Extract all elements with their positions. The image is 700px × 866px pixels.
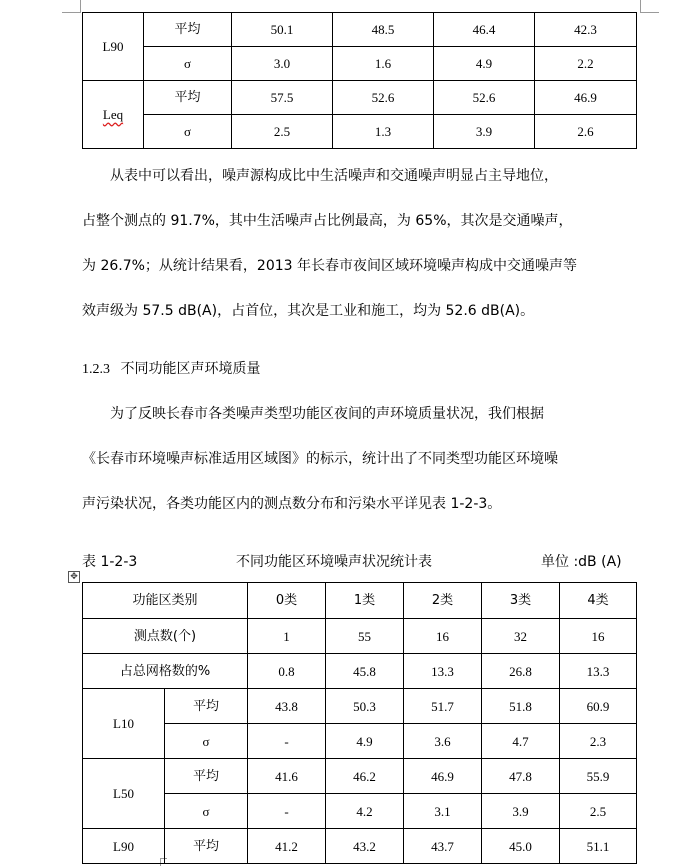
body-paragraph-line: 占整个测点的 91.7%，其中生活噪声占比例最高，为 65%，其次是交通噪声， <box>82 213 573 229</box>
column-header: 2类 <box>404 583 482 619</box>
body-paragraph-line: 声污染状况，各类功能区内的测点数分布和污染水平详见表 1-2-3。 <box>82 496 502 512</box>
body-paragraph-line: 从表中可以看出，噪声源构成比中生活噪声和交通噪声明显占主导地位， <box>110 168 558 184</box>
table-cell: 1 <box>248 619 326 654</box>
table-caption-unit: 单位 :dB (A) <box>541 554 622 570</box>
body-paragraph-line: 效声级为 57.5 dB(A)，占首位，其次是工业和施工，均为 52.6 dB(A)。 <box>82 303 535 319</box>
section-heading <box>82 358 260 381</box>
table-row <box>83 829 637 864</box>
table-row <box>83 619 637 654</box>
table-row <box>83 47 637 81</box>
row-group-label-cell <box>83 81 144 149</box>
table-cell: 13.3 <box>404 654 482 689</box>
row-group-label: Leq <box>102 106 124 122</box>
table-cell: 43.2 <box>326 829 404 864</box>
text-boundary-mark-top-left <box>62 0 81 13</box>
table-cell: 43.7 <box>404 829 482 864</box>
section-number: 1.2.3 <box>82 362 110 377</box>
table-cell: 2.3 <box>560 724 637 759</box>
table-cell: 46.9 <box>535 81 637 115</box>
table-cell: 55.9 <box>560 759 637 794</box>
table-cell: 32 <box>482 619 560 654</box>
table-cell: 51.8 <box>482 689 560 724</box>
table-cell: 3.0 <box>232 47 333 81</box>
table-cell: 2.2 <box>535 47 637 81</box>
table-cell: 1.3 <box>333 115 434 149</box>
table-cell: 46.2 <box>326 759 404 794</box>
table-cell: 48.5 <box>333 13 434 47</box>
stat-label: σ <box>144 115 232 149</box>
table-cell: 51.7 <box>404 689 482 724</box>
table-cell: 46.9 <box>404 759 482 794</box>
table-cell: 2.5 <box>560 794 637 829</box>
table-cell: 16 <box>404 619 482 654</box>
table-cell: 50.3 <box>326 689 404 724</box>
table-cell: 4.7 <box>482 724 560 759</box>
table-caption-title: 不同功能区环境噪声状况统计表 <box>236 554 432 570</box>
column-header: 功能区类别 <box>83 583 248 619</box>
table-cell: 4.9 <box>434 47 535 81</box>
functional-zone-noise-table <box>82 582 637 864</box>
table-row <box>83 689 637 724</box>
column-header: 4类 <box>560 583 637 619</box>
row-group-label: L10 <box>83 689 165 759</box>
row-label: 占总网格数的% <box>83 654 248 689</box>
table-cell: 55 <box>326 619 404 654</box>
table-header-row <box>83 583 637 619</box>
table-cell: 4.2 <box>326 794 404 829</box>
stat-label: σ <box>165 724 248 759</box>
table-cell: 51.1 <box>560 829 637 864</box>
table-row <box>83 13 637 47</box>
table-cell: 4.9 <box>326 724 404 759</box>
table-cell: 3.9 <box>434 115 535 149</box>
table-cell: 45.0 <box>482 829 560 864</box>
table-caption-label: 表 1-2-3 <box>82 554 138 570</box>
body-paragraph-line: 《长春市环境噪声标准适用区域图》的标示，统计出了不同类型功能区环境噪 <box>82 451 558 467</box>
column-header: 0类 <box>248 583 326 619</box>
table-cell: 52.6 <box>333 81 434 115</box>
table-cell: 45.8 <box>326 654 404 689</box>
row-group-label: L50 <box>83 759 165 829</box>
table-cell: 2.6 <box>535 115 637 149</box>
table-cell: 13.3 <box>560 654 637 689</box>
top-noise-table <box>82 12 637 149</box>
table-row <box>83 115 637 149</box>
table-row <box>83 759 637 794</box>
table-cell: 41.6 <box>248 759 326 794</box>
stat-label: 平均 <box>165 759 248 794</box>
table-cell: 1.6 <box>333 47 434 81</box>
column-header: 1类 <box>326 583 404 619</box>
row-group-label: L90 <box>83 829 165 864</box>
stat-label: 平均 <box>144 81 232 115</box>
table-cell: 42.3 <box>535 13 637 47</box>
table-cell: 0.8 <box>248 654 326 689</box>
table-cell: 47.8 <box>482 759 560 794</box>
table-cell: 3.1 <box>404 794 482 829</box>
table-row <box>83 81 637 115</box>
row-label: 测点数(个) <box>83 619 248 654</box>
table-row <box>83 724 637 759</box>
table-cell: 52.6 <box>434 81 535 115</box>
stat-label: 平均 <box>165 829 248 864</box>
table-cell: - <box>248 724 326 759</box>
stat-label: 平均 <box>144 13 232 47</box>
table-cell: 3.6 <box>404 724 482 759</box>
section-title: 不同功能区声环境质量 <box>120 361 261 377</box>
table-cell: 41.2 <box>248 829 326 864</box>
table-row <box>83 794 637 829</box>
table-cell: 26.8 <box>482 654 560 689</box>
row-group-label: L90 <box>83 13 144 81</box>
move-arrows-icon[interactable]: ✥ <box>68 571 80 583</box>
body-paragraph-line: 为了反映长春市各类噪声类型功能区夜间的声环境质量状况，我们根据 <box>110 406 544 422</box>
table-cell: 2.5 <box>232 115 333 149</box>
column-header: 3类 <box>482 583 560 619</box>
text-boundary-mark-top-right <box>640 0 659 13</box>
stat-label: σ <box>144 47 232 81</box>
table-cell: - <box>248 794 326 829</box>
table-cell: 16 <box>560 619 637 654</box>
table-cell: 46.4 <box>434 13 535 47</box>
body-paragraph-line: 为 26.7%；从统计结果看，2013 年长春市夜间区域环境噪声构成中交通噪声等 <box>82 258 578 274</box>
table-cell: 57.5 <box>232 81 333 115</box>
stat-label: σ <box>165 794 248 829</box>
table-cell: 50.1 <box>232 13 333 47</box>
table-cell: 43.8 <box>248 689 326 724</box>
stat-label: 平均 <box>165 689 248 724</box>
table-cell: 60.9 <box>560 689 637 724</box>
table-row <box>83 654 637 689</box>
table-cell: 3.9 <box>482 794 560 829</box>
